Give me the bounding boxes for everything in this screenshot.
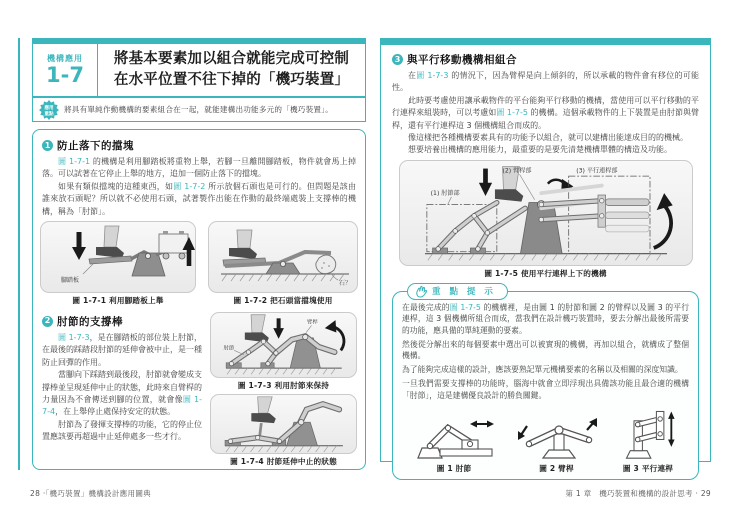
pointing-hand-icon — [415, 285, 428, 298]
lesson-header — [32, 38, 366, 97]
figure-reference: 圖 1-7-5 — [496, 108, 528, 118]
paragraph-text: 此時要考慮使用讓承載物件的平台能夠平行移動的機構，當使用可以平行移動的平行連桿來組裝時，可以考慮如 — [392, 95, 699, 118]
section1-heading — [42, 138, 356, 153]
figure-reference: 圖 1-7-3 — [58, 332, 90, 342]
section2-paragraph-2 — [42, 369, 202, 419]
key-point-paragraph-1 — [402, 302, 689, 337]
seal-text-2: 重點 — [44, 111, 54, 117]
paragraph-text: 在 — [408, 71, 417, 80]
section2-text-column — [42, 312, 202, 467]
key-point-paragraph-2: 然後從分解出來的每個要素中選出可以被實現的機構，再加以組合，就構成了整個機構。 — [402, 339, 689, 361]
figure-1-7-2 — [208, 221, 358, 306]
key-point-figures-row — [412, 404, 679, 474]
fig-1-7-2-illustration — [208, 221, 358, 293]
arm-diagram — [515, 410, 599, 460]
figure-reference: 圖 1-7-5 — [449, 302, 481, 312]
stone-label: 石？ — [339, 279, 352, 287]
fig-1-7-5-illustration — [399, 160, 693, 266]
section1-number-circle: 1 — [42, 140, 53, 151]
section2-paragraph-1 — [42, 332, 202, 369]
seal-text-1: 應用 — [44, 105, 54, 111]
fig-3-caption: 圖 3 平行連桿 — [622, 464, 674, 474]
section3-paragraph-2 — [392, 95, 699, 132]
fig-2-caption: 圖 2 臂桿 — [539, 464, 574, 474]
application-point-bar — [32, 97, 366, 122]
page-title — [98, 44, 365, 96]
arm-label: 臂桿 — [307, 319, 318, 326]
key-point-paragraph-3: 為了能夠完成這樣的設計，應該要熟記單元機構要素的名稱以及相關的深度知識。 — [402, 365, 683, 375]
section3-title: 與平行移動機構相組合 — [407, 54, 517, 66]
section3-number-circle: 3 — [392, 54, 403, 65]
toggle-section-label: (1) 肘節部 — [430, 189, 460, 197]
figure-row-1 — [42, 221, 356, 306]
key-point-paragraph-4: 一旦我們需要支撐棒的功能時，腦海中就會立即浮現出具備該功能且最合適的機構「肘節」，這是建構優良設計的勝負關鍵。 — [402, 378, 689, 400]
fig-1-7-2-caption: 圖 1-7-2 把石頭當擋塊使用 — [233, 295, 333, 305]
figure-reference: 圖 1-7-2 — [173, 181, 206, 191]
paragraph-text: ，在上舉停止處保持安定的狀態。 — [55, 407, 176, 417]
lesson-category: 機構應用 — [47, 54, 83, 64]
left-page-footer: 28 ‧「機巧裝置」機構設計應用圖典 — [30, 489, 151, 498]
section1-paragraph-2 — [42, 181, 356, 218]
fig-1-7-4-illustration — [210, 394, 357, 454]
section2-figure-column — [210, 312, 357, 467]
section1-paragraph-1 — [42, 156, 356, 181]
figure-parallel-link — [617, 404, 679, 474]
key-point-label: 重 點 提 示 — [432, 287, 496, 298]
pedal-label: 腳踏板 — [61, 276, 80, 284]
parallel-link-diagram — [617, 404, 679, 460]
left-page-content-box — [32, 129, 366, 470]
paragraph-text: 在最後完成的 — [402, 302, 450, 312]
figure-toggle — [412, 414, 496, 474]
right-page-content-box — [380, 45, 711, 474]
figure-1-7-5 — [392, 160, 699, 279]
key-point-label-pill — [407, 283, 508, 300]
paragraph-text: 的機構裡，是由圖 1 的肘節和圖 2 的臂桿以及圖 3 的平行連桿，這 3 個機構所組合而成，當我們在設計機巧裝置時，要去分解出最後所需要的功能，應具備的單純運動的要素。 — [402, 302, 690, 336]
right-page-footer: 第 1 章 機巧裝置和機構的設計思考 ‧ 29 — [565, 489, 711, 498]
lesson-number: 1-7 — [46, 63, 84, 88]
lesson-number-badge — [33, 44, 98, 96]
figure-reference: 圖 1-7-4 — [42, 394, 203, 417]
paragraph-text: 的情況下，因為臂桿是向上傾斜的，所以承載的物件會有移位的可能性。 — [392, 71, 699, 93]
key-point-box — [392, 287, 699, 481]
section2-number-circle: 2 — [42, 316, 53, 327]
paragraph-text: 當腳向下踩踏到最後段，肘節就會變成支撐棒並呈現延伸中止的狀態，此時來自臂桿的力量因為不會傳送到腳的位置，就會像 — [42, 370, 202, 404]
title-line-2: 在水平位置不往下掉的「機巧裝置」 — [113, 72, 350, 89]
toggle-diagram — [412, 414, 496, 460]
section3-paragraph-4: 想要培養出機構的應用能力，最重要的是要先清楚機構單體的構造及功能。 — [408, 145, 672, 155]
figure-1-7-1 — [40, 221, 196, 306]
fig-1-7-3-caption: 圖 1-7-3 利用肘節來保持 — [237, 380, 330, 390]
section2-heading — [42, 314, 202, 329]
header-box — [32, 44, 366, 97]
fig-1-7-1-illustration — [40, 221, 196, 293]
paragraph-text: ，是在腳踏板的部位裝上肘節，在最後的踩踏段肘節的延伸會被中止，是一種防止回彈的作用。 — [42, 332, 202, 367]
arm-section-label: (2) 臂桿部 — [502, 167, 532, 175]
section1-title: 防止落下的擋塊 — [57, 140, 134, 152]
right-page-top-bar — [380, 38, 711, 45]
fig-1-7-3-illustration — [210, 312, 357, 378]
application-point-text: 將具有單純作動機構的要素組合在一起，就能建構出功能多元的「機巧裝置」。 — [64, 105, 333, 114]
section3-paragraph-1 — [392, 70, 699, 95]
section3-paragraph-3: 像這樣把各種機構要素具有的功能予以組合，就可以建構出能達成目的的機械。 — [408, 132, 688, 142]
parallel-link-section-label: (3) 平行連桿部 — [575, 167, 618, 175]
section2-paragraph-3: 肘節為了發揮支撐棒的功能，它的停止位置應該要再超過中止延伸處多一些才行。 — [42, 419, 202, 442]
fig-1-7-5-caption: 圖 1-7-5 使用平行連桿上下的機構 — [484, 268, 607, 278]
section2 — [42, 312, 356, 467]
paragraph-text: 如果有類似擋塊的這種東西，如 — [58, 181, 174, 191]
paragraph-text: 所示放個石頭也是可行的。但問題是該由誰來放石頭呢？所以就不必使用石頭，試著製作出能在作動的最終端處裝上支撐棒的機構，稱為「肘節」。 — [42, 181, 357, 216]
title-line-1: 將基本要素加以組合就能完成可控制 — [113, 51, 350, 67]
fig-1-7-4-caption: 圖 1-7-4 肘節延伸中止的狀態 — [230, 456, 337, 466]
fig-1-7-1-caption: 圖 1-7-1 利用腳踏板上舉 — [72, 295, 164, 305]
figure-reference: 圖 1-7-1 — [58, 157, 91, 166]
paragraph-text: 的機構。這個承載物件的上下裝置是由肘節與臂桿，還有平行連桿這 3 個機構組合而成的。 — [392, 108, 699, 130]
figure-arm — [515, 410, 599, 474]
seal-badge-icon — [39, 100, 59, 120]
paragraph-text: 的機構是利用腳踏板將重物上舉，若腳一旦離開腳踏板，物件就會馬上掉落。可以試著在它停止上舉的地方，追加一個防止落下的擋塊。 — [42, 157, 356, 179]
section2-title: 肘節的支撐棒 — [57, 315, 123, 328]
toggle-label: 肘節 — [223, 345, 235, 352]
fig-1-caption: 圖 1 肘節 — [436, 464, 472, 474]
figure-reference: 圖 1-7-3 — [416, 71, 449, 80]
section3-heading — [392, 52, 699, 67]
left-page-rule — [18, 38, 20, 470]
